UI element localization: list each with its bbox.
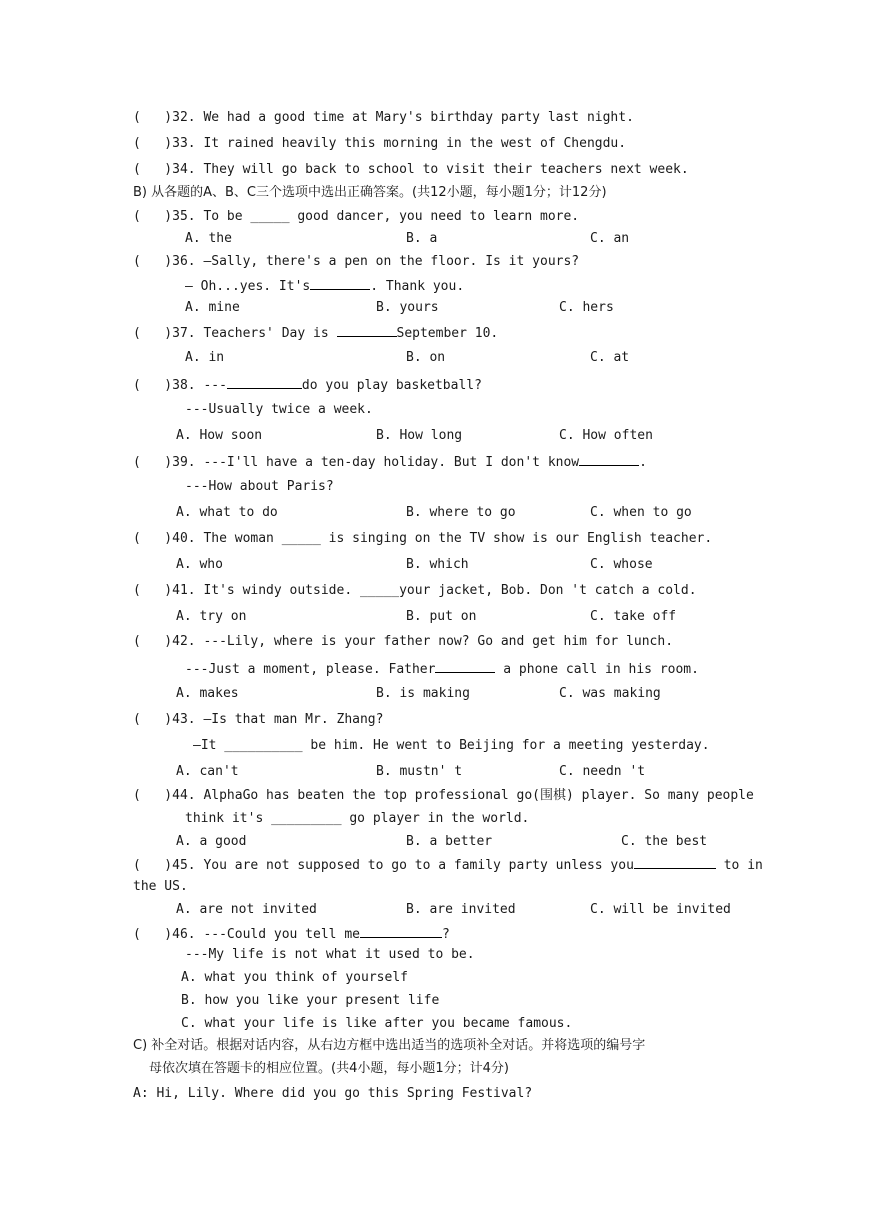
q42-option-b: B. is making <box>376 686 470 701</box>
q35-option-b: B. a <box>406 231 438 246</box>
q39-option-b: B. where to go <box>406 505 516 520</box>
q42-stem: ( )42. ---Lily, where is your father now? Go and get him for lunch. <box>133 634 674 649</box>
q36-stem-2: — Oh...yes. It's . Thank you. <box>185 279 465 294</box>
q45-option-c: C. will be invited <box>590 902 731 917</box>
blank <box>227 376 302 389</box>
blank <box>579 453 639 466</box>
q35-option-a: A. the <box>185 231 232 246</box>
q39-stem-2: ---How about Paris? <box>185 479 334 494</box>
blank <box>337 324 397 337</box>
q37-option-b: B. on <box>406 350 446 365</box>
blank <box>310 277 370 290</box>
q34-line: ( )34. They will go back to school to visit their teachers next week. <box>133 162 689 177</box>
q44-option-a: A. a good <box>176 834 247 849</box>
blank <box>435 660 495 673</box>
q37-option-c: C. at <box>590 350 630 365</box>
section-b-heading: B) 从各题的A、B、C三个选项中选出正确答案。(共12小题，每小题1分；计12分) <box>133 185 607 200</box>
q45-stem: ( )45. You are not supposed to go to a family party unless you to in <box>133 858 763 873</box>
q37-stem: ( )37. Teachers' Day is September 10. <box>133 326 499 341</box>
q46-option-a: A. what you think of yourself <box>181 970 408 985</box>
q35-option-c: C. an <box>590 231 630 246</box>
q43-option-b: B. mustn' t <box>376 764 463 779</box>
q43-option-c: C. needn 't <box>559 764 646 779</box>
blank <box>360 925 442 938</box>
q42-option-c: C. was making <box>559 686 661 701</box>
q40-option-b: B. which <box>406 557 469 572</box>
q45-option-a: A. are not invited <box>176 902 317 917</box>
q37-option-a: A. in <box>185 350 225 365</box>
q41-option-b: B. put on <box>406 609 477 624</box>
q33-line: ( )33. It rained heavily this morning in the west of Chengdu. <box>133 136 627 151</box>
q44-option-b: B. a better <box>406 834 493 849</box>
q46-option-c: C. what your life is like after you became famous. <box>181 1016 573 1031</box>
q40-stem: ( )40. The woman _____ is singing on the TV show is our English teacher. <box>133 531 713 546</box>
q39-stem: ( )39. ---I'll have a ten-day holiday. But I don't know . <box>133 455 647 470</box>
q44-stem: ( )44. AlphaGo has beaten the top professional go(围棋) player. So many people <box>133 788 754 803</box>
q41-option-a: A. try on <box>176 609 247 624</box>
q36-stem: ( )36. —Sally, there's a pen on the floor. Is it yours? <box>133 254 580 269</box>
q44-option-c: C. the best <box>621 834 708 849</box>
q35-stem: ( )35. To be _____ good dancer, you need to learn more. <box>133 209 580 224</box>
q40-option-a: A. who <box>176 557 223 572</box>
q46-stem: ( )46. ---Could you tell me ? <box>133 927 450 942</box>
q41-option-c: C. take off <box>590 609 677 624</box>
section-c-heading-2: 母依次填在答题卡的相应位置。(共4小题，每小题1分；计4分) <box>149 1061 509 1076</box>
q46-option-b: B. how you like your present life <box>181 993 440 1008</box>
q39-option-a: A. what to do <box>176 505 278 520</box>
q36-option-b: B. yours <box>376 300 439 315</box>
q40-option-c: C. whose <box>590 557 653 572</box>
q43-stem-2: —It __________ be him. He went to Beijing for a meeting yesterday. <box>193 738 710 753</box>
section-c-heading: C) 补全对话。根据对话内容，从右边方框中选出适当的选项补全对话。并将选项的编号字 <box>133 1038 646 1053</box>
q42-option-a: A. makes <box>176 686 239 701</box>
q38-stem: ( )38. --- do you play basketball? <box>133 378 482 393</box>
dialogue-line-a: A: Hi, Lily. Where did you go this Spring Festival? <box>133 1086 533 1101</box>
q38-option-a: A. How soon <box>176 428 263 443</box>
q36-option-a: A. mine <box>185 300 240 315</box>
q38-stem-2: ---Usually twice a week. <box>185 402 373 417</box>
q43-option-a: A. can't <box>176 764 239 779</box>
q44-stem-2: think it's _________ go player in the world. <box>185 811 530 826</box>
q36-option-c: C. hers <box>559 300 614 315</box>
q38-option-b: B. How long <box>376 428 463 443</box>
q43-stem: ( )43. —Is that man Mr. Zhang? <box>133 712 384 727</box>
q41-stem: ( )41. It's windy outside. _____your jacket, Bob. Don 't catch a cold. <box>133 583 697 598</box>
q38-option-c: C. How often <box>559 428 653 443</box>
q45-option-b: B. are invited <box>406 902 516 917</box>
q39-option-c: C. when to go <box>590 505 692 520</box>
q42-stem-2: ---Just a moment, please. Father a phone call in his room. <box>185 662 699 677</box>
q46-stem-2: ---My life is not what it used to be. <box>185 947 475 962</box>
q45-stem-2: the US. <box>133 879 188 894</box>
q32-line: ( )32. We had a good time at Mary's birthday party last night. <box>133 110 634 125</box>
blank <box>634 856 716 869</box>
